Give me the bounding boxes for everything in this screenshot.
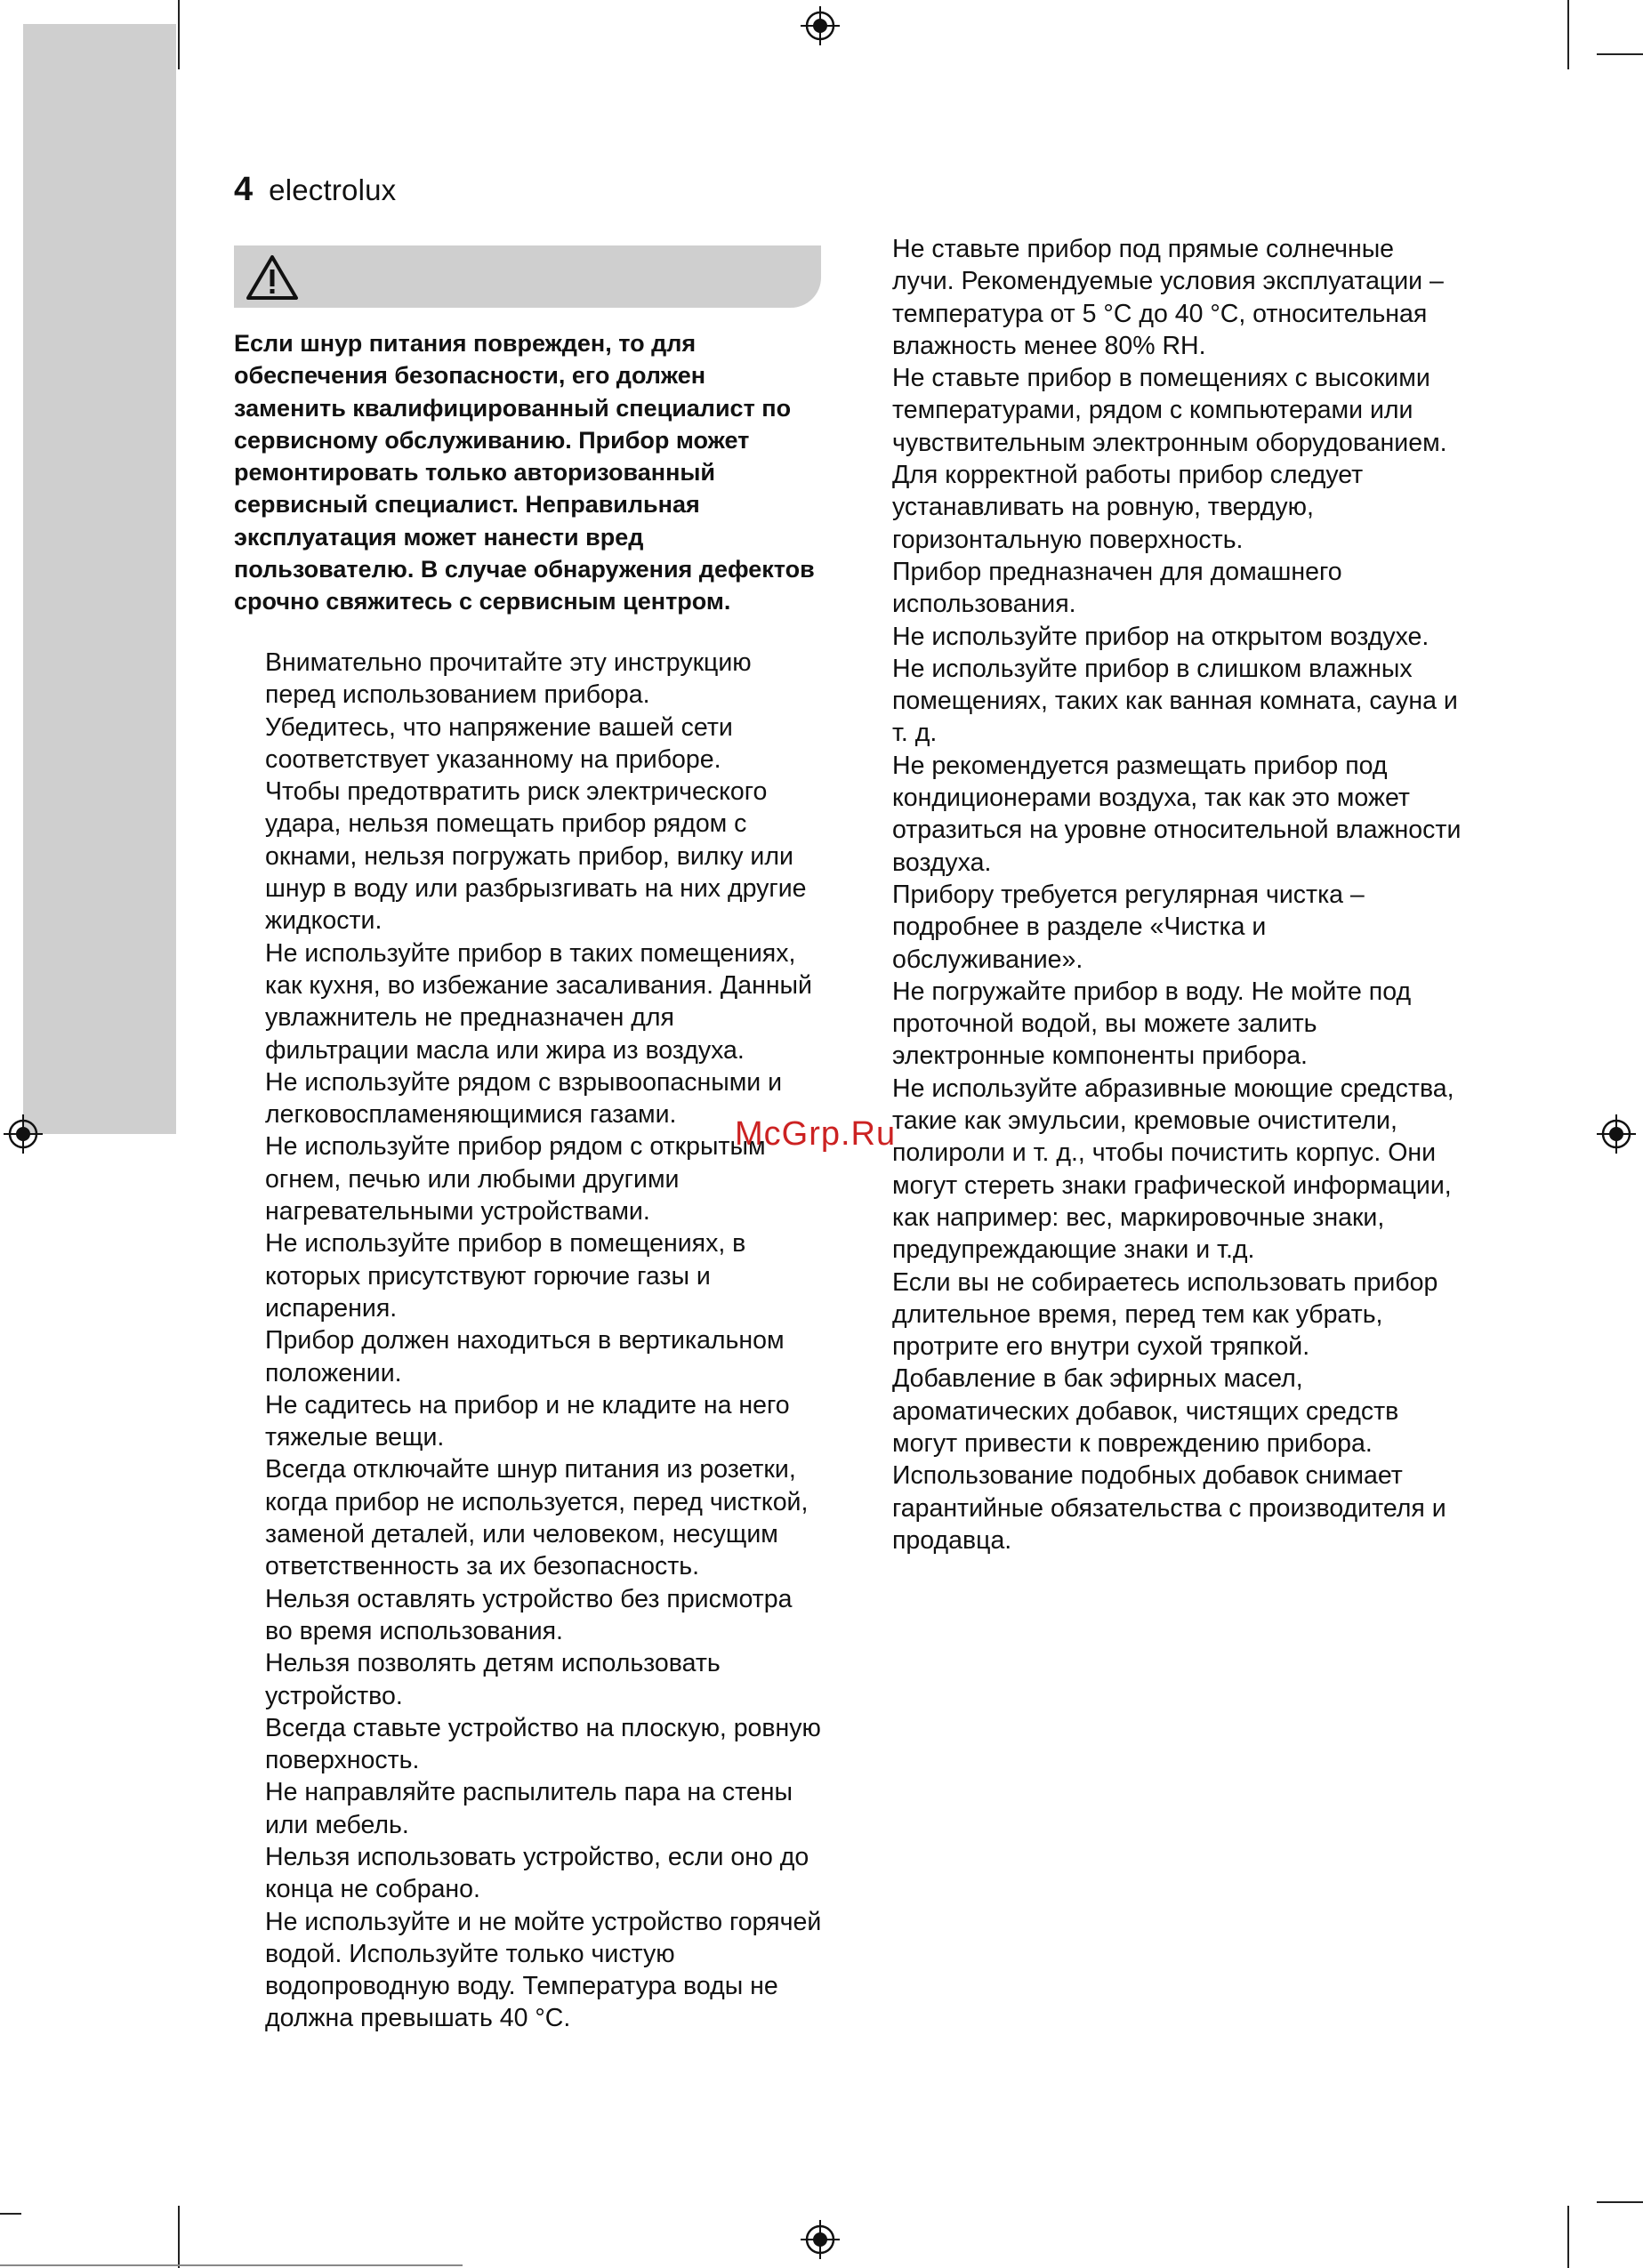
safety-item: Не используйте прибор в слишком влажных помещениях, таких как ванная комната, сауна и т. д. xyxy=(892,654,1458,748)
safety-item: Прибор предназначен для домашнего использования. xyxy=(892,557,1342,619)
safety-item: Нельзя позволять детям использовать устройство. xyxy=(265,1649,721,1710)
crop-mark xyxy=(1567,0,1569,69)
warning-text: Если шнур питания поврежден, то для обеспечения безопасности, его должен заменить квалифицированный специалист по сервисному обслуживанию. Прибор может ремонтировать только авторизованный сервисный специалист. Неправильная эксплуатация может нанести вред пользователю. В случае обнаружения дефектов срочно свяжитесь с сервисным центром. xyxy=(234,330,815,615)
crop-mark xyxy=(1597,53,1643,55)
crop-mark xyxy=(178,2206,180,2268)
safety-item: Прибор должен находиться в вертикальном положении. xyxy=(265,1326,785,1387)
registration-mark-icon xyxy=(801,2220,840,2259)
safety-item: Не используйте и не мойте устройство горячей водой. Используйте только чистую водопроводную воду. Температура воды не должна превышать 40 °C. xyxy=(265,1907,822,2033)
safety-item: Нельзя использовать устройство, если оно до конца не собрано. xyxy=(265,1842,809,1904)
crop-mark xyxy=(0,2213,21,2215)
safety-item: Внимательно прочитайте эту инструкцию перед использованием прибора. xyxy=(265,648,752,710)
safety-item: Убедитесь, что напряжение вашей сети соответствует указанному на приборе. xyxy=(265,712,733,774)
side-gray-band xyxy=(23,24,176,1134)
safety-item: Для корректной работы прибор следует устанавливать на ровную, твердую, горизонтальную поверхность. xyxy=(892,461,1364,554)
bottom-rule xyxy=(0,2264,463,2266)
safety-item: Не погружайте прибор в воду. Не мойте под проточной водой, вы можете залить электронные компоненты прибора. xyxy=(892,977,1412,1071)
safety-item: Не рекомендуется размещать прибор под кондиционерами воздуха, так как это может отразиться на уровне относительной влажности воздуха. xyxy=(892,751,1462,877)
right-column xyxy=(892,233,1462,1556)
safety-item: Всегда ставьте устройство на плоскую, ровную поверхность. xyxy=(265,1713,821,1775)
safety-item: Если вы не собираетесь использовать прибор длительное время, перед тем как убрать, протрите его внутри сухой тряпкой. xyxy=(892,1267,1438,1362)
registration-mark-icon xyxy=(801,6,840,45)
safety-item: Не используйте прибор в помещениях, в которых присутствуют горючие газы и испарения. xyxy=(265,1229,746,1323)
safety-item: Не используйте прибор в таких помещениях, как кухня, во избежание засаливания. Данный увлажнитель не предназначен для фильтрации масла или жира из воздуха. xyxy=(265,938,812,1065)
safety-item: Не садитесь на прибор и не кладите на него тяжелые вещи. xyxy=(265,1390,790,1452)
page-number: 4 xyxy=(234,171,254,208)
safety-item: Добавление в бак эфирных масел, ароматических добавок, чистящих средств могут привести к повреждению прибора. Использование подобных добавок снимает гарантийные обязательства с производителя и продавца. xyxy=(892,1364,1446,1555)
safety-item: Не используйте абразивные моющие средства, такие как эмульсии, кремовые очистители, полироли и т. д., чтобы почистить корпус. Они могут стереть знаки графической информации, как например: вес, маркировочные знаки, предупреждающие знаки и т.д. xyxy=(892,1074,1454,1265)
left-column xyxy=(265,647,824,2035)
safety-item: Не используйте прибор рядом с открытым огнем, печью или любыми другими нагревательными устройствами. xyxy=(265,1132,766,1226)
crop-mark xyxy=(1567,2206,1569,2268)
crop-mark xyxy=(1597,2201,1643,2203)
registration-mark-icon xyxy=(4,1114,43,1154)
safety-item: Чтобы предотвратить риск электрического удара, нельзя помещать прибор рядом с окнами, нельзя погружать прибор, вилку или шнур в воду или разбрызгивать на них другие жидкости. xyxy=(265,777,807,936)
warning-triangle-icon xyxy=(245,253,300,302)
safety-item: Всегда отключайте шнур питания из розетки, когда прибор не используется, перед чисткой, заменой деталей, или человеком, несущим ответственность за их безопасность. xyxy=(265,1455,809,1581)
safety-item: Прибору требуется регулярная чистка – подробнее в разделе «Чистка и обслуживание». xyxy=(892,880,1365,974)
watermark-text: McGrp.Ru xyxy=(735,1115,897,1153)
safety-item: Не направляйте распылитель пара на стены или мебель. xyxy=(265,1778,793,1839)
safety-item: Не используйте прибор на открытом воздухе. xyxy=(892,622,1430,651)
page-header xyxy=(234,171,396,221)
safety-item: Не используйте рядом с взрывоопасными и легковоспламеняющимися газами. xyxy=(265,1067,783,1130)
warning-bar xyxy=(234,245,821,308)
brand-name: electrolux xyxy=(269,173,397,206)
safety-item: Не ставьте прибор в помещениях с высокими температурами, рядом с компьютерами или чувствительным электронным оборудованием. xyxy=(892,364,1447,457)
registration-mark-icon xyxy=(1597,1114,1636,1154)
safety-item: Не ставьте прибор под прямые солнечные лучи. Рекомендуемые условия эксплуатации – температура от 5 °C до 40 °C, относительная влажность менее 80% RH. xyxy=(892,235,1444,360)
crop-mark xyxy=(178,0,180,69)
safety-item: Нельзя оставлять устройство без присмотра во время использования. xyxy=(265,1584,793,1645)
